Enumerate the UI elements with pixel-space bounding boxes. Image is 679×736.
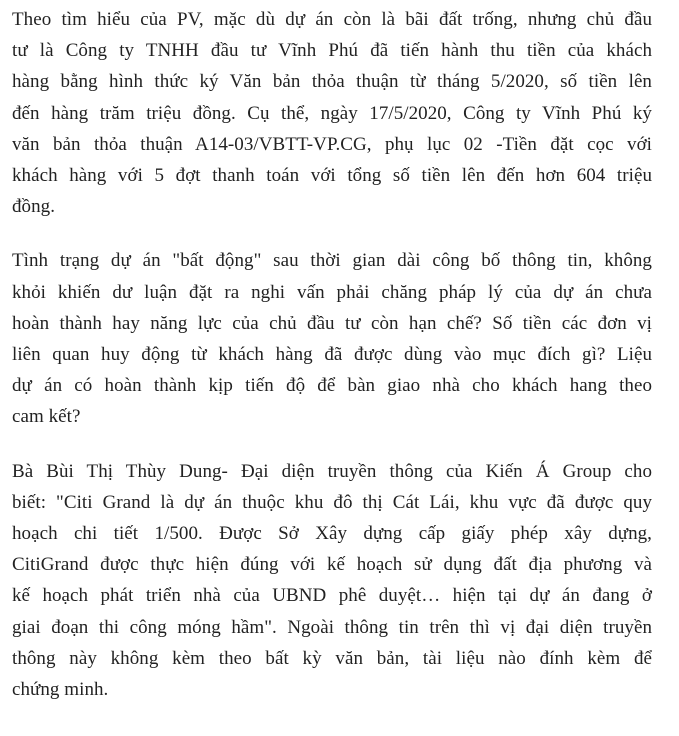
paragraph-line: Tình trạng dự án "bất động" sau thời gian dài công bố thông tin, không [12,250,652,272]
paragraph-project-status-questions [12,245,652,432]
paragraph-line: đến hàng trăm triệu đồng. Cụ thể, ngày 17/5/2020, Công ty Vĩnh Phú ký [12,102,652,124]
paragraph-line: CitiGrand được thực hiện đúng với kế hoạch sử dụng đất địa phương và [12,554,652,576]
paragraph-line: khỏi khiến dư luận đặt ra nghi vấn phải chăng pháp lý của dự án chưa [12,281,652,303]
paragraph-line: dự án có hoàn thành kịp tiến độ để bàn giao nhà cho khách hang theo [12,375,652,397]
paragraph-line: hoạch chi tiết 1/500. Được Sở Xây dựng cấp giấy phép xây dựng, [12,523,652,545]
paragraph-line: kế hoạch phát triển nhà của UBND phê duyệt… hiện tại dự án đang ở [12,585,652,607]
paragraph-line: liên quan huy động từ khách hàng đã được dùng vào mục đích gì? Liệu [12,344,652,366]
paragraph-line: Bà Bùi Thị Thùy Dung- Đại diện truyền thông của Kiến Á Group cho [12,460,652,482]
paragraph-line: chứng minh. [12,679,109,701]
paragraph-project-land-payment [12,4,652,222]
paragraph-line: hoàn thành hay năng lực của chủ đầu tư còn hạn chế? Số tiền các đơn vị [12,312,652,334]
paragraph-line: biết: "Citi Grand là dự án thuộc khu đô thị Cát Lái, khu vực đã được quy [12,491,652,513]
paragraph-line: Theo tìm hiểu của PV, mặc dù dự án còn là bãi đất trống, nhưng chủ đầu [12,9,652,30]
paragraph-representative-statement [12,456,652,706]
paragraph-line: thông này không kèm theo bất kỳ văn bản, tài liệu nào đính kèm để [12,647,652,669]
paragraph-line: đồng. [12,196,55,218]
paragraph-line: văn bản thỏa thuận A14-03/VBTT-VP.CG, phụ lục 02 -Tiền đặt cọc với [12,133,652,155]
paragraph-line: hàng bằng hình thức ký Văn bản thỏa thuận từ tháng 5/2020, số tiền lên [12,71,652,93]
paragraph-line: tư là Công ty TNHH đầu tư Vĩnh Phú đã tiến hành thu tiền của khách [12,40,652,62]
article-body [12,4,652,705]
paragraph-line: khách hàng với 5 đợt thanh toán với tổng số tiền lên đến hơn 604 triệu [12,165,652,187]
paragraph-line: cam kết? [12,406,81,428]
paragraph-line: giai đoạn thi công móng hầm". Ngoài thông tin trên thì vị đại diện truyền [12,616,652,638]
